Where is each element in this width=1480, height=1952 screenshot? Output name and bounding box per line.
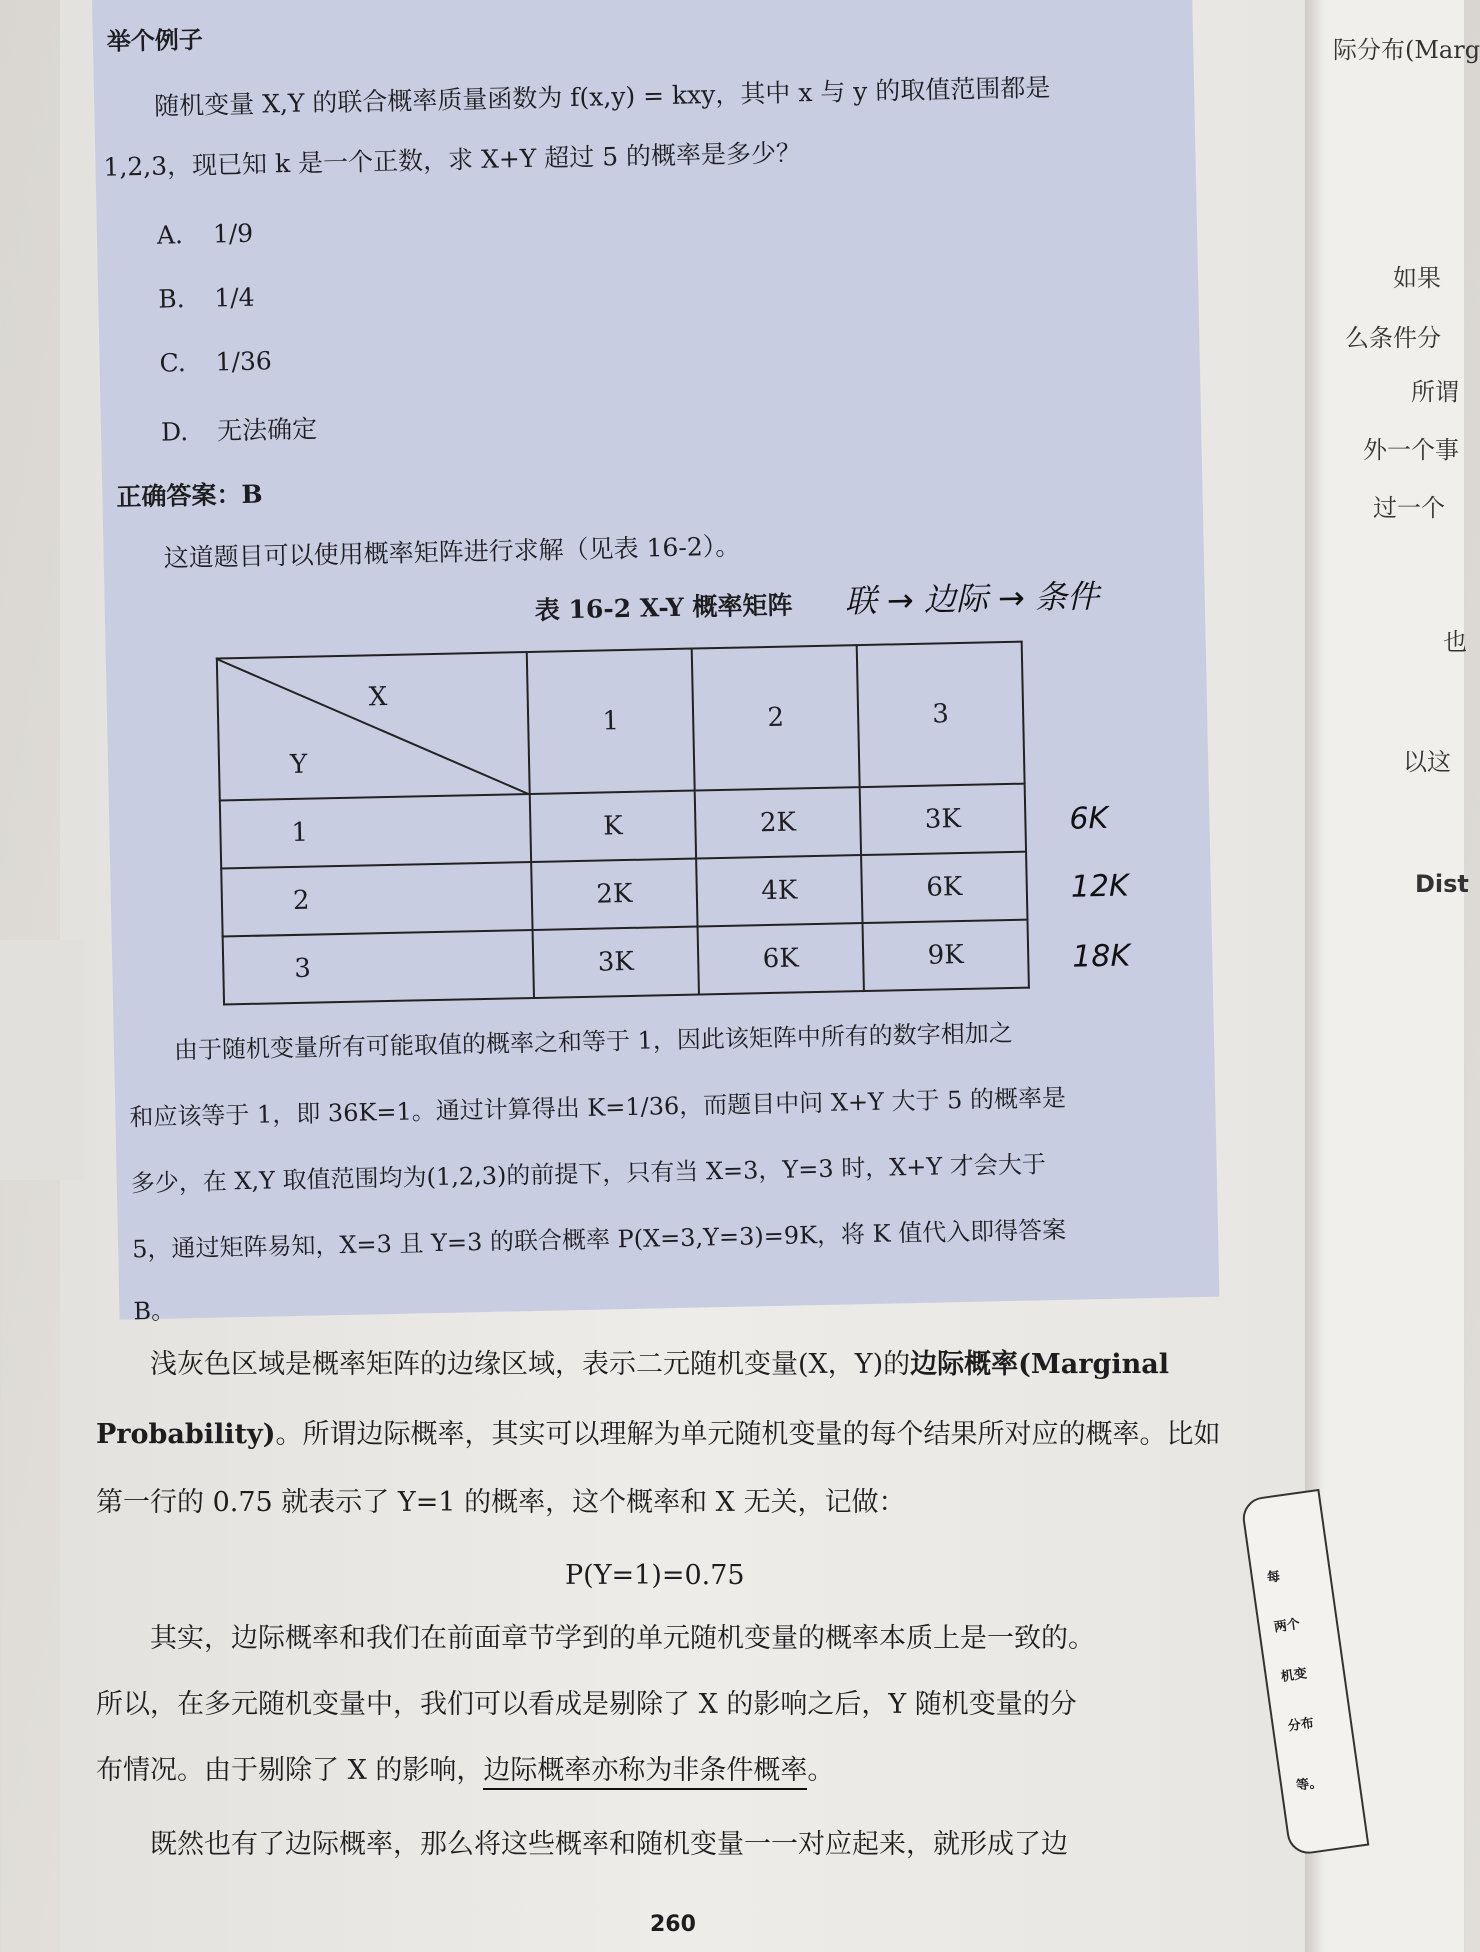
table-cell: 6K xyxy=(698,923,864,994)
page-number: 260 xyxy=(650,1912,696,1937)
option-text: 1/36 xyxy=(215,346,273,377)
row-header: 3 xyxy=(223,930,534,1004)
adjacent-text: 外一个事 xyxy=(1363,436,1459,464)
underlined-phrase: 边际概率亦称为非条件概率 xyxy=(483,1755,807,1790)
probability-matrix xyxy=(216,641,1030,1006)
corner-x-label: X xyxy=(368,681,388,713)
facing-page-bleed xyxy=(0,940,85,1180)
option-label: C. xyxy=(159,348,187,378)
diagonal-divider xyxy=(218,653,531,801)
body-paragraph-line xyxy=(150,1342,1169,1381)
solve-intro: 这道题目可以使用概率矩阵进行求解（见表 16-2）。 xyxy=(163,531,741,573)
scroll-note-text: 机变 xyxy=(1280,1666,1308,1685)
adjacent-text: 以这 xyxy=(1403,748,1451,776)
column-header: 1 xyxy=(527,649,695,794)
table-cell: 9K xyxy=(863,920,1029,991)
table-cell: 3K xyxy=(533,927,699,998)
option-b xyxy=(158,283,255,314)
term-probability: Probability) xyxy=(96,1419,276,1450)
table-caption: 表 16-2 X-Y 概率矩阵 xyxy=(534,590,793,625)
explanation-line: 5，通过矩阵易知，X=3 且 Y=3 的联合概率 P(X=3,Y=3)=9K，将 K 值代入即得答案 xyxy=(131,1215,1067,1264)
option-a xyxy=(157,219,254,250)
adjacent-text: 如果 xyxy=(1393,264,1441,292)
column-header: 3 xyxy=(857,642,1025,787)
handwritten-row-sum: 18K xyxy=(1071,938,1131,975)
body-paragraph-line: 第一行的 0.75 就表示了 Y=1 的概率，这个概率和 X 无关，记做： xyxy=(96,1487,906,1518)
handwritten-row-sum: 12K xyxy=(1070,868,1130,905)
scroll-note-text: 每 xyxy=(1266,1569,1282,1586)
adjacent-text: 所谓 xyxy=(1411,378,1459,406)
explanation-line: 多少，在 X,Y 取值范围均为(1,2,3)的前提下，只有当 X=3，Y=3 时，X+Y 才会大于 xyxy=(130,1150,1047,1198)
explanation-line: 由于随机变量所有可能取值的概率之和等于 1，因此该矩阵中所有的数字相加之 xyxy=(173,1018,1014,1065)
example-heading: 举个例子 xyxy=(106,25,204,56)
body-text: 布情况。由于剔除了 X 的影响， xyxy=(96,1755,484,1786)
body-paragraph-line: 所以，在多元随机变量中，我们可以看成是剔除了 X 的影响之后，Y 随机变量的分 xyxy=(96,1689,1077,1720)
example-box xyxy=(92,0,1219,1326)
scroll-note-text: 两个 xyxy=(1273,1616,1301,1636)
adjacent-text: 么条件分 xyxy=(1345,324,1441,352)
option-label: D. xyxy=(160,417,189,447)
formula: P(Y=1)=0.75 xyxy=(565,1560,745,1591)
option-d xyxy=(161,409,318,448)
answer-value: B xyxy=(241,479,263,509)
body-text: 。所谓边际概率，其实可以理解为单元随机变量的每个结果所对应的概率。比如 xyxy=(275,1419,1221,1450)
option-text: 1/9 xyxy=(212,218,254,249)
question-line-2: 1,2,3，现已知 k 是一个正数，求 X+Y 超过 5 的概率是多少？ xyxy=(103,138,802,182)
explanation-line: 和应该等于 1，即 36K=1。通过计算得出 K=1/36，而题目中问 X+Y 大于 5 的概率是 xyxy=(129,1083,1067,1132)
scroll-note-text: 分布 xyxy=(1287,1715,1315,1735)
body-text: 浅灰色区域是概率矩阵的边缘区域，表示二元随机变量(X，Y)的 xyxy=(150,1349,911,1380)
table-corner-cell xyxy=(217,652,530,800)
adjacent-text: 过一个 xyxy=(1373,494,1445,522)
body-paragraph-line xyxy=(96,1412,1221,1451)
row-header: 1 xyxy=(220,794,531,868)
row-header: 2 xyxy=(221,862,532,936)
handwritten-note: 联 → 边际 → 条件 xyxy=(844,577,1100,621)
table-cell: 3K xyxy=(860,784,1026,855)
term-marginal-probability: 边际概率(Marginal xyxy=(910,1349,1170,1380)
table-cell: 4K xyxy=(696,855,862,926)
body-paragraph-line: 其实，边际概率和我们在前面章节学到的单元随机变量的概率本质上是一致的。 xyxy=(150,1623,1095,1654)
corner-y-label: Y xyxy=(289,749,308,781)
adjacent-text: Dist xyxy=(1415,870,1469,898)
body-text: 。 xyxy=(807,1755,835,1786)
option-text: 1/4 xyxy=(213,282,255,313)
table-cell: 2K xyxy=(531,859,697,930)
body-paragraph-line xyxy=(96,1748,834,1787)
option-label: A. xyxy=(156,220,184,250)
table-cell: 6K xyxy=(861,852,1027,923)
answer-label: 正确答案： xyxy=(116,479,242,512)
scroll-note-text: 等。 xyxy=(1295,1775,1324,1794)
option-c xyxy=(159,346,272,377)
explanation-line: B。 xyxy=(133,1296,176,1326)
table-cell: K xyxy=(530,791,696,862)
adjacent-text: 际分布(Marg xyxy=(1333,36,1480,64)
adjacent-page xyxy=(1325,0,1480,1952)
correct-answer xyxy=(116,475,263,514)
adjacent-text: 也 xyxy=(1443,628,1467,656)
column-header: 2 xyxy=(692,645,860,790)
option-label: B. xyxy=(157,284,185,314)
table-cell: 2K xyxy=(695,787,861,858)
question-line-1: 随机变量 X,Y 的联合概率质量函数为 f(x,y) = kxy，其中 x 与 y 的取值范围都是 xyxy=(153,72,1051,121)
option-text: 无法确定 xyxy=(216,414,318,446)
handwritten-row-sum: 6K xyxy=(1069,800,1109,837)
body-paragraph-line: 既然也有了边际概率，那么将这些概率和随机变量一一对应起来，就形成了边 xyxy=(150,1829,1068,1860)
